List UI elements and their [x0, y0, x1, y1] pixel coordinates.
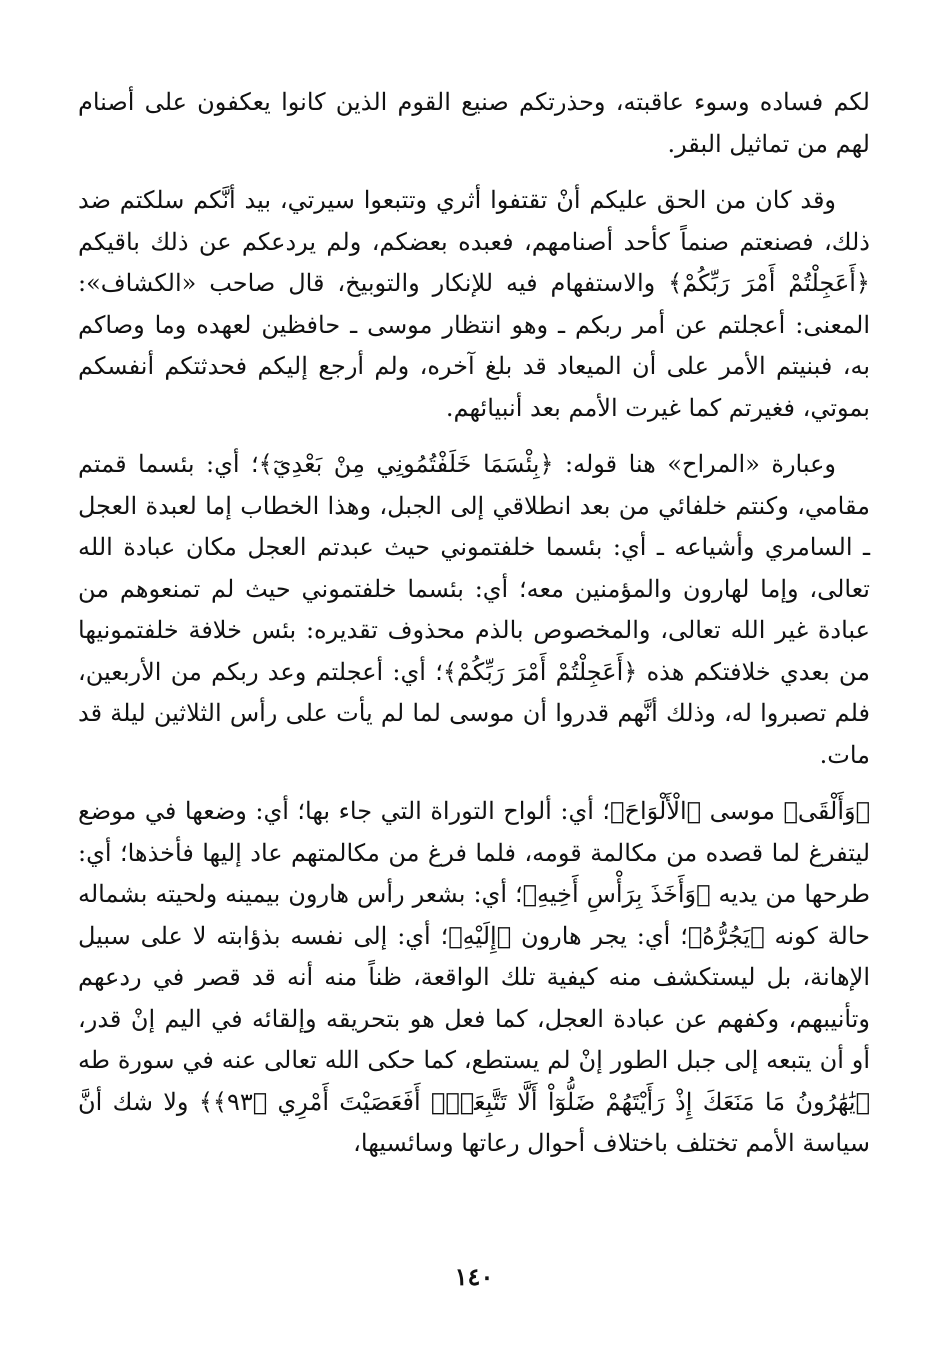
page-number: ١٤٠ — [454, 1262, 494, 1291]
paragraph-kashshaf: وقد كان من الحق عليكم أنْ تقتفوا أثري وتتبعوا سيرتي، بيد أنَّكم سلكتم ضد ذلك، فصنعتم صنماً كأحد أصنامهم، فعبده بعضكم، ولم يردعكم عن ذلك باقيكم ﴿أَعَجِلْتُمْ أَمْرَ رَبِّكُمْ﴾ والاستفهام فيه للإنكار والتوبيخ، قال صاحب «الكشاف»: المعنى: أعجلتم عن أمر ربكم ـ وهو انتظار موسى ـ حافظين لعهده وما وصاكم به، فبنيتم الأمر على أن الميعاد قد بلغ آخره، ولم أرجع إليكم فحدثتكم أنفسكم بموتي، فغيرتم كما غيرت الأمم بعد أنبيائهم. — [78, 186, 870, 422]
paragraph-alwah: ﴿وَأَلْقَى﴾ موسى ﴿الْأَلْوَاحَ﴾؛ أي: ألواح التوراة التي جاء بها؛ أي: وضعها في موضع ليتفرغ لما قصده من مكالمة قومه، فلما فرغ من مكالمتهم عاد إليها فأخذها؛ أي: طرحها من يديه ﴿وَأَخَذَ بِرَأْسِ أَخِيهِ﴾؛ أي: بشعر رأس هارون بيمينه ولحيته بشماله حالة كونه ﴿يَجُرُّهُ﴾؛ أي: يجر هارون ﴿إِلَيْهِ﴾؛ أي: إلى نفسه بذؤابته لا على سبيل الإهانة، بل ليستكشف منه كيفية تلك الواقعة، ظناً منه أنه قد قصر في ردعهم وتأنيبهم، وكفهم عن عبادة العجل، كما فعل هو بتحريقه وإلقائه في اليم إنْ قدر، أو أن يتبعه إلى جبل الطور إنْ لم يستطع، كما حكى الله تعالى عنه في سورة طه ﴿يَٰهَٰرُونُ مَا مَنَعَكَ إِذْ رَأَيْتَهُمْ ضَلُّوٓاْ أَلَّا تَتَّبِعَنِۖ أَفَعَصَيْتَ أَمْرِي ﴿٩٣﴾﴾ ولا شك أنَّ سياسة الأمم تختلف باختلاف أحوال رعاتها وسائسيها، — [78, 797, 870, 1157]
paragraph-continuation: لكم فساده وسوء عاقبته، وحذرتكم صنيع القوم الذين كانوا يعكفون على أصنام لهم من تماثيل البقر. — [78, 88, 870, 158]
page-body — [78, 82, 870, 1282]
paragraph-marah: وعبارة «المراح» هنا قوله: ﴿بِئْسَمَا خَلَفْتُمُونِي مِنْ بَعْدِيٓ﴾؛ أي: بئسما قمتم مقامي، وكنتم خلفائي من بعد انطلاقي إلى الجبل، وهذا الخطاب إما لعبدة العجل ـ السامري وأشياعه ـ أي: بئسما خلفتموني حيث عبدتم العجل مكان عبادة الله تعالى، وإما لهارون والمؤمنين معه؛ أي: بئسما خلفتموني حيث لم تمنعوهم من عبادة غير الله تعالى، والمخصوص بالذم محذوف تقديره: بئس خلافة خلفتمونيها من بعدي خلافتكم هذه ﴿أَعَجِلْتُمْ أَمْرَ رَبِّكُمْ﴾؛ أي: أعجلتم وعد ربكم من الأربعين، فلم تصبروا له، وذلك أنَّهم قدروا أن موسى لما لم يأت على رأس الثلاثين ليلة قد مات. — [78, 450, 870, 769]
